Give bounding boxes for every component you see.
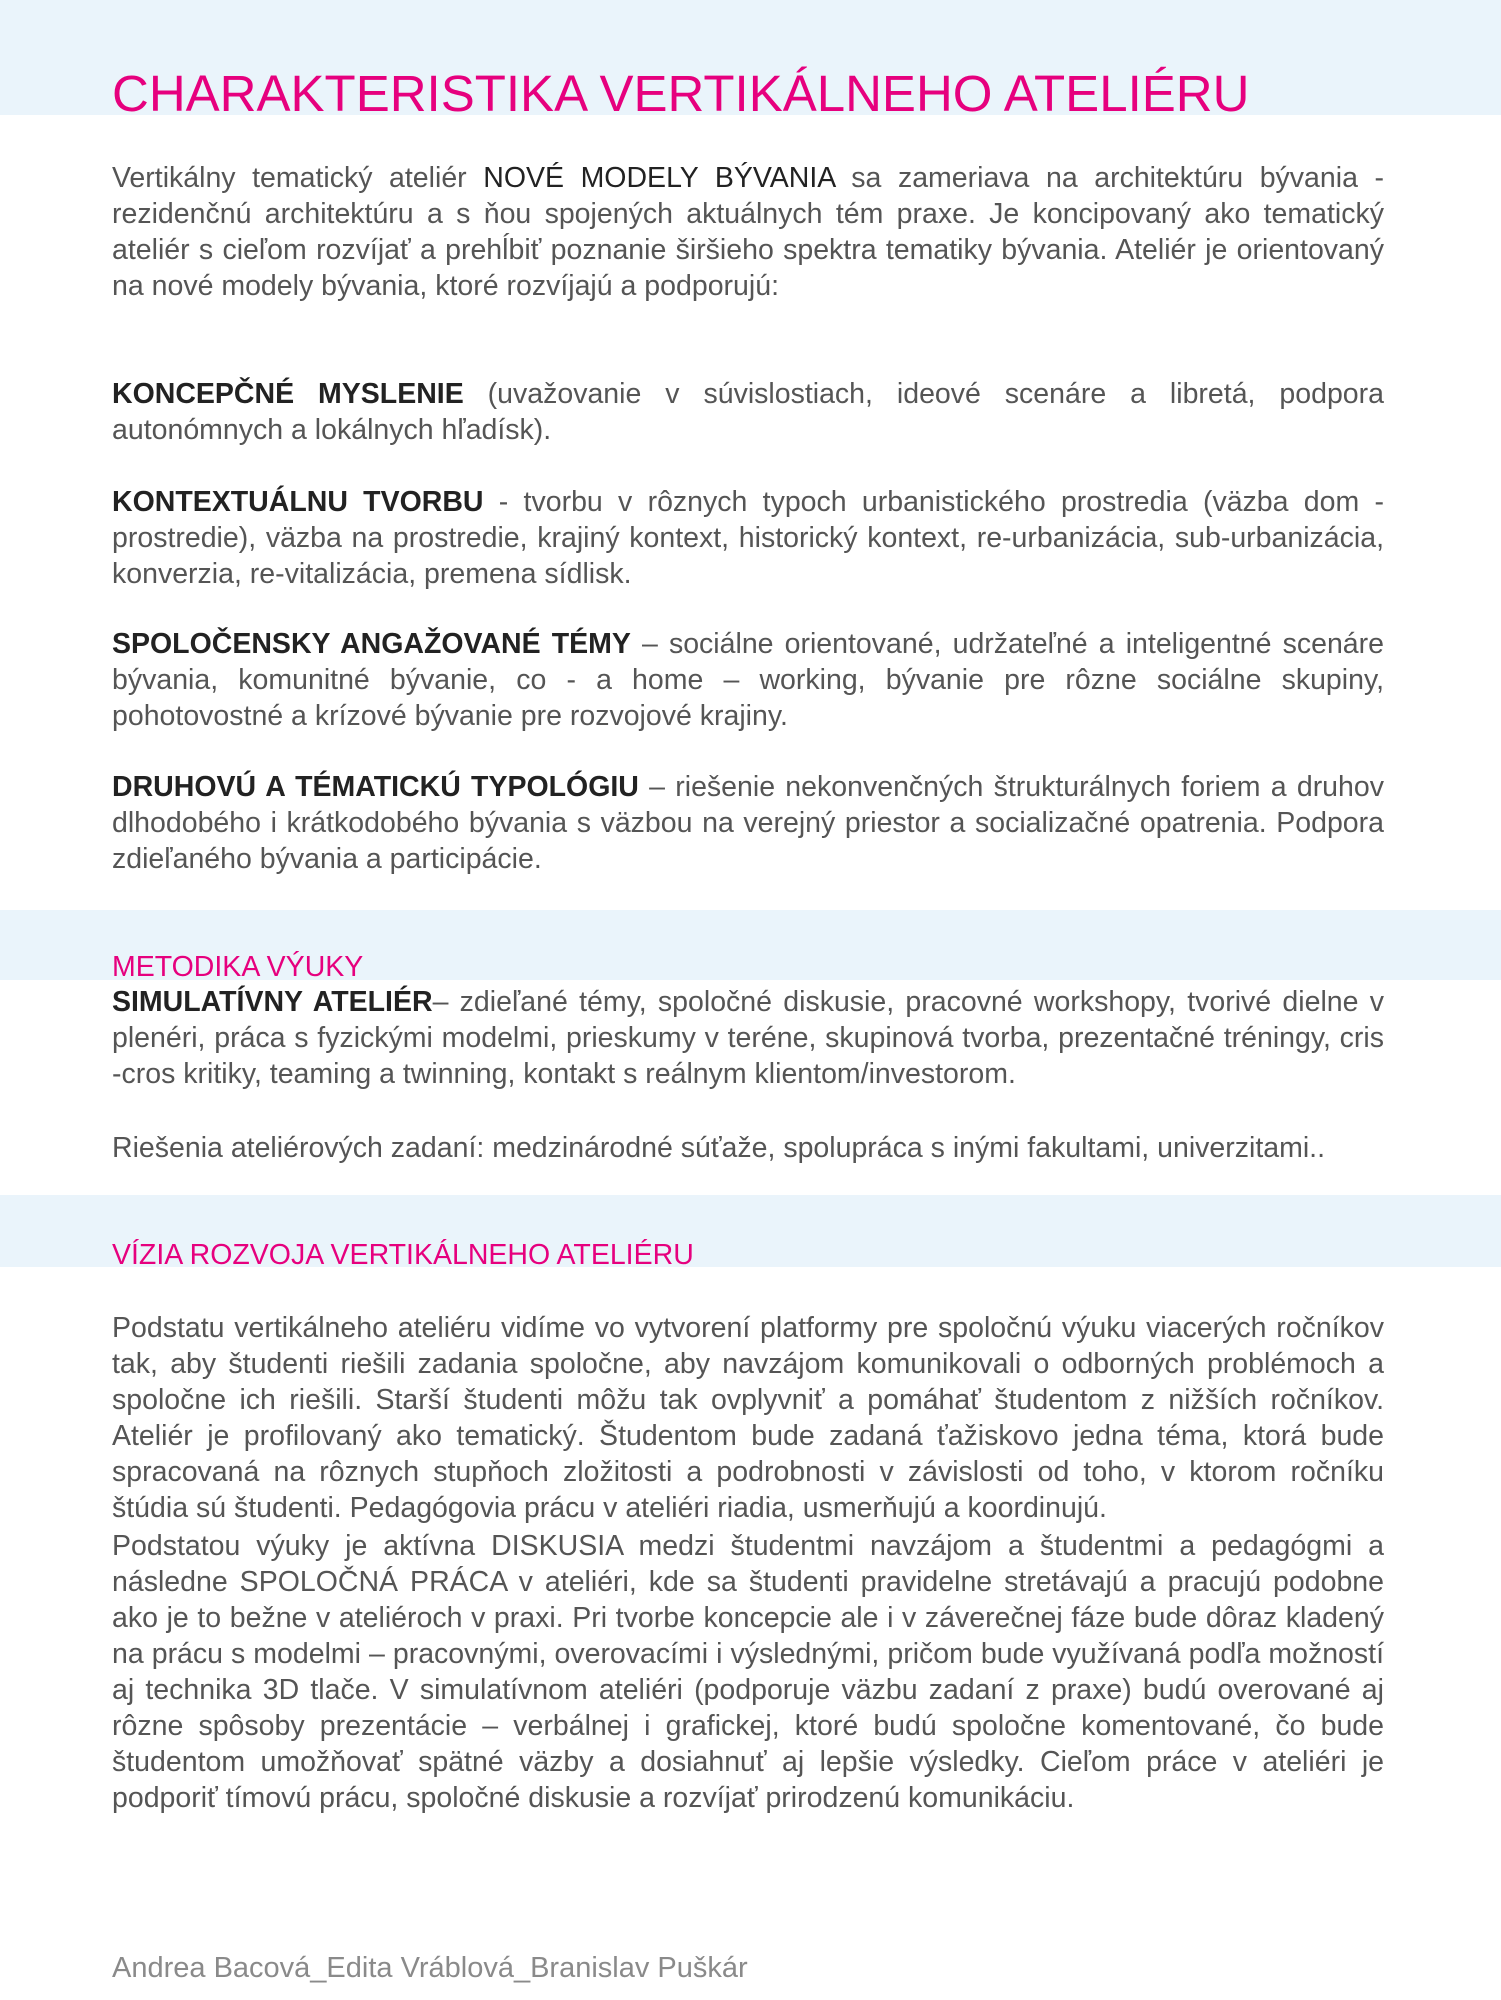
topic-text: (uvažovanie v súvislostiach, ideové scenáre a libretá, podpora autonómnych a lokálnych hľadísk). [112,378,1384,446]
intro-paragraph [112,160,1384,304]
topic-heading: DRUHOVÚ A TÉMATICKÚ TYPOLÓGIU [112,771,639,803]
topic-heading: SPOLOČENSKY ANGAŽOVANÉ TÉMY [112,628,631,660]
vision-heading: VÍZIA ROZVOJA VERTIKÁLNEHO ATELIÉRU [112,1239,694,1271]
vision-paragraph-2: Podstatou výuky je aktívna DISKUSIA medzi študentmi navzájom a študentmi a pedagógmi a následne SPOLOČNÁ PRÁCA v ateliéri, kde sa študenti pravidelne stretávajú a pracujú podobne ako je to bežne v ateliéroch v praxi. Pri tvorbe koncepcie ale i v záverečnej fáze bude dôraz kladený na prácu s modelmi – pracovnými, overovacími i výslednými, pričom bude využívaná podľa možností aj technika 3D tlače. V simulatívnom ateliéri (podporuje väzbu zadaní z praxe) budú overované aj rôzne spôsoby prezentácie – verbálnej i grafickej, ktoré budú spoločne komentované, čo bude študentom umožňovať spätné väzby a dosiahnuť aj lepšie výsledky. Cieľom práce v ateliéri je podporiť tímovú prácu, spoločné diskusie a rozvíjať prirodzenú komunikáciu. [112,1530,1384,1814]
topic-text: – sociálne orientované, udržateľné a inteligentné scenáre bývania, komunitné bývanie, co - a home – working, bývanie pre rôzne sociálne skupiny, pohotovostné a krízové bývanie pre rozvojové krajiny. [112,628,1384,732]
topic-text: - tvorbu v rôznych typoch urbanistického prostredia (väzba dom - prostredie), väzba na prostredie, krajiný kontext, historický kontext, re-urbanizácia, sub-urbanizácia, konverzia, re-vitalizácia, premena sídlisk. [112,486,1384,590]
vision-paragraph-1: Podstatu vertikálneho ateliéru vidíme vo vytvorení platformy pre spoločnú výuku viacerých ročníkov tak, aby študenti riešili zadania spoločne, aby navzájom komunikovali o odborných problémoch a spoločne ich riešili. Starší študenti môžu tak ovplyvniť a pomáhať študentom z nižších ročníkov. Ateliér je profilovaný ako tematický. Študentom bude zadaná ťažiskovo jedna téma, ktorá bude spracovaná na rôznych stupňoch zložitosti a podrobnosti v závislosti od toho, v ktorom ročníku štúdia sú študenti. Pedagógovia prácu v ateliéri riadia, usmerňujú a koordinujú. [112,1312,1384,1524]
topic-paragraph [112,626,1384,734]
topic-heading: KONTEXTUÁLNU TVORBU [112,486,484,518]
topic-paragraph [112,376,1384,448]
authors-footer: Andrea Bacová_Edita Vráblová_Branislav Puškár [112,1952,748,1984]
methodology-paragraph [112,984,1384,1092]
topic-text: – riešenie nekonvenčných štrukturálnych foriem a druhov dlhodobého i krátkodobého bývania s väzbou na verejný priestor a socializačné opatrenia. Podpora zdieľaného bývania a participácie. [112,771,1384,875]
topic-paragraph [112,484,1384,592]
methodology-heading: METODIKA VÝUKY [112,951,364,983]
intro-text-before: Vertikálny tematický ateliér [112,162,484,194]
solutions-paragraph: Riešenia ateliérových zadaní: medzinárodné súťaže, spolupráca s inými fakultami, univerzitami.. [112,1132,1326,1164]
methodology-lead: SIMULATÍVNY ATELIÉR [112,986,433,1018]
page-title: CHARAKTERISTIKA VERTIKÁLNEHO ATELIÉRU [112,65,1250,122]
intro-highlight: NOVÉ MODELY BÝVANIA [483,162,835,194]
topic-heading: KONCEPČNÉ MYSLENIE [112,378,464,410]
methodology-text: – zdieľané témy, spoločné diskusie, pracovné workshopy, tvorivé dielne v plenéri, práca s fyzickými modelmi, prieskumy v teréne, skupinová tvorba, prezentačné tréningy, cris -cros kritiky, teaming a twinning, kontakt s reálnym klientom/investorom. [112,986,1385,1090]
topic-paragraph [112,769,1384,877]
intro-text-after: sa zameriava na architektúru bývania - rezidenčnú architektúru a s ňou spojených aktuálnych tém praxe. Je koncipovaný ako tematický ateliér s cieľom rozvíjať a prehĺbiť poznanie širšieho spektra tematiky bývania. Ateliér je orientovaný na nové modely bývania, ktoré rozvíjajú a podporujú: [112,162,1384,302]
